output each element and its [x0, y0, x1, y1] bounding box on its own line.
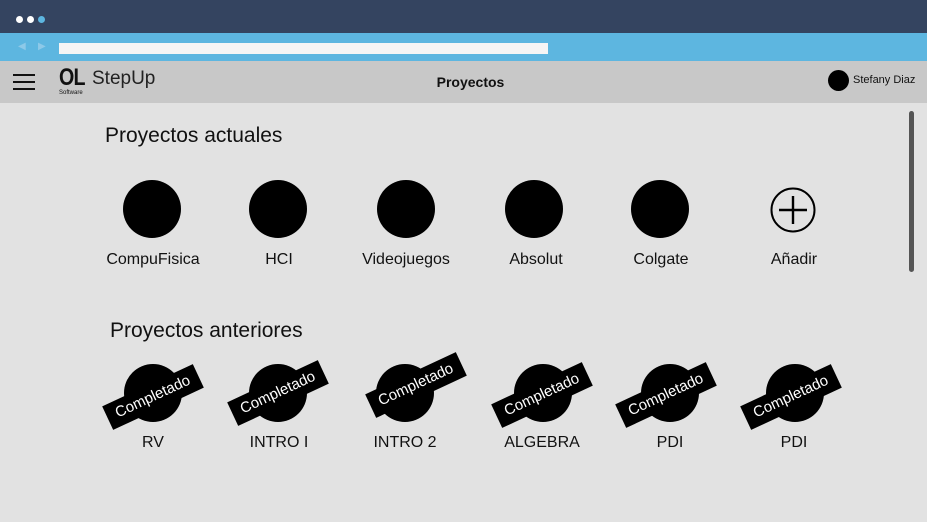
project-label: ALGEBRA	[504, 434, 580, 451]
scrollbar-thumb[interactable]	[909, 111, 914, 272]
page-title: Proyectos	[436, 74, 505, 90]
project-avatar	[505, 180, 563, 238]
project-avatar	[631, 180, 689, 238]
project-avatar	[377, 180, 435, 238]
project-label: CompuFisica	[106, 251, 200, 268]
back-arrow-icon[interactable]: ◀	[18, 41, 26, 52]
project-avatar	[123, 180, 181, 238]
app-name: StepUp	[92, 68, 156, 89]
project-label: INTRO 2	[373, 434, 437, 451]
project-label: INTRO I	[249, 434, 309, 451]
browser-url-bar	[0, 33, 927, 61]
completed-badge: Completado	[491, 362, 593, 428]
project-label: Videojuegos	[362, 251, 450, 268]
project-label: PDI	[780, 434, 808, 451]
window-dot-icon[interactable]	[27, 16, 34, 23]
browser-titlebar	[0, 0, 927, 33]
forward-arrow-icon[interactable]: ▶	[38, 41, 46, 52]
project-avatar	[249, 180, 307, 238]
project-label: HCI	[265, 251, 293, 268]
add-circle-icon	[770, 187, 816, 233]
user-name: Stefany Diaz	[853, 74, 916, 86]
project-label: Absolut	[509, 251, 563, 268]
add-project-label: Añadir	[770, 251, 818, 268]
project-label: Colgate	[633, 251, 689, 268]
app-header	[0, 61, 927, 103]
window-dot-icon[interactable]	[16, 16, 23, 23]
avatar	[828, 70, 849, 91]
project-label: RV	[142, 434, 164, 451]
completed-badge: Completado	[227, 360, 329, 426]
section-title-current: Proyectos actuales	[105, 124, 283, 147]
project-label: PDI	[656, 434, 684, 451]
completed-badge: Completado	[615, 362, 717, 428]
completed-badge: Completado	[740, 364, 842, 430]
completed-badge: Completado	[102, 364, 204, 430]
window-dot-icon[interactable]	[38, 16, 45, 23]
completed-badge: Completado	[365, 352, 467, 418]
logo-mark: OL	[59, 64, 85, 91]
logo-subtitle: Software	[59, 90, 83, 96]
address-input[interactable]	[59, 43, 548, 54]
section-title-previous: Proyectos anteriores	[110, 319, 303, 342]
